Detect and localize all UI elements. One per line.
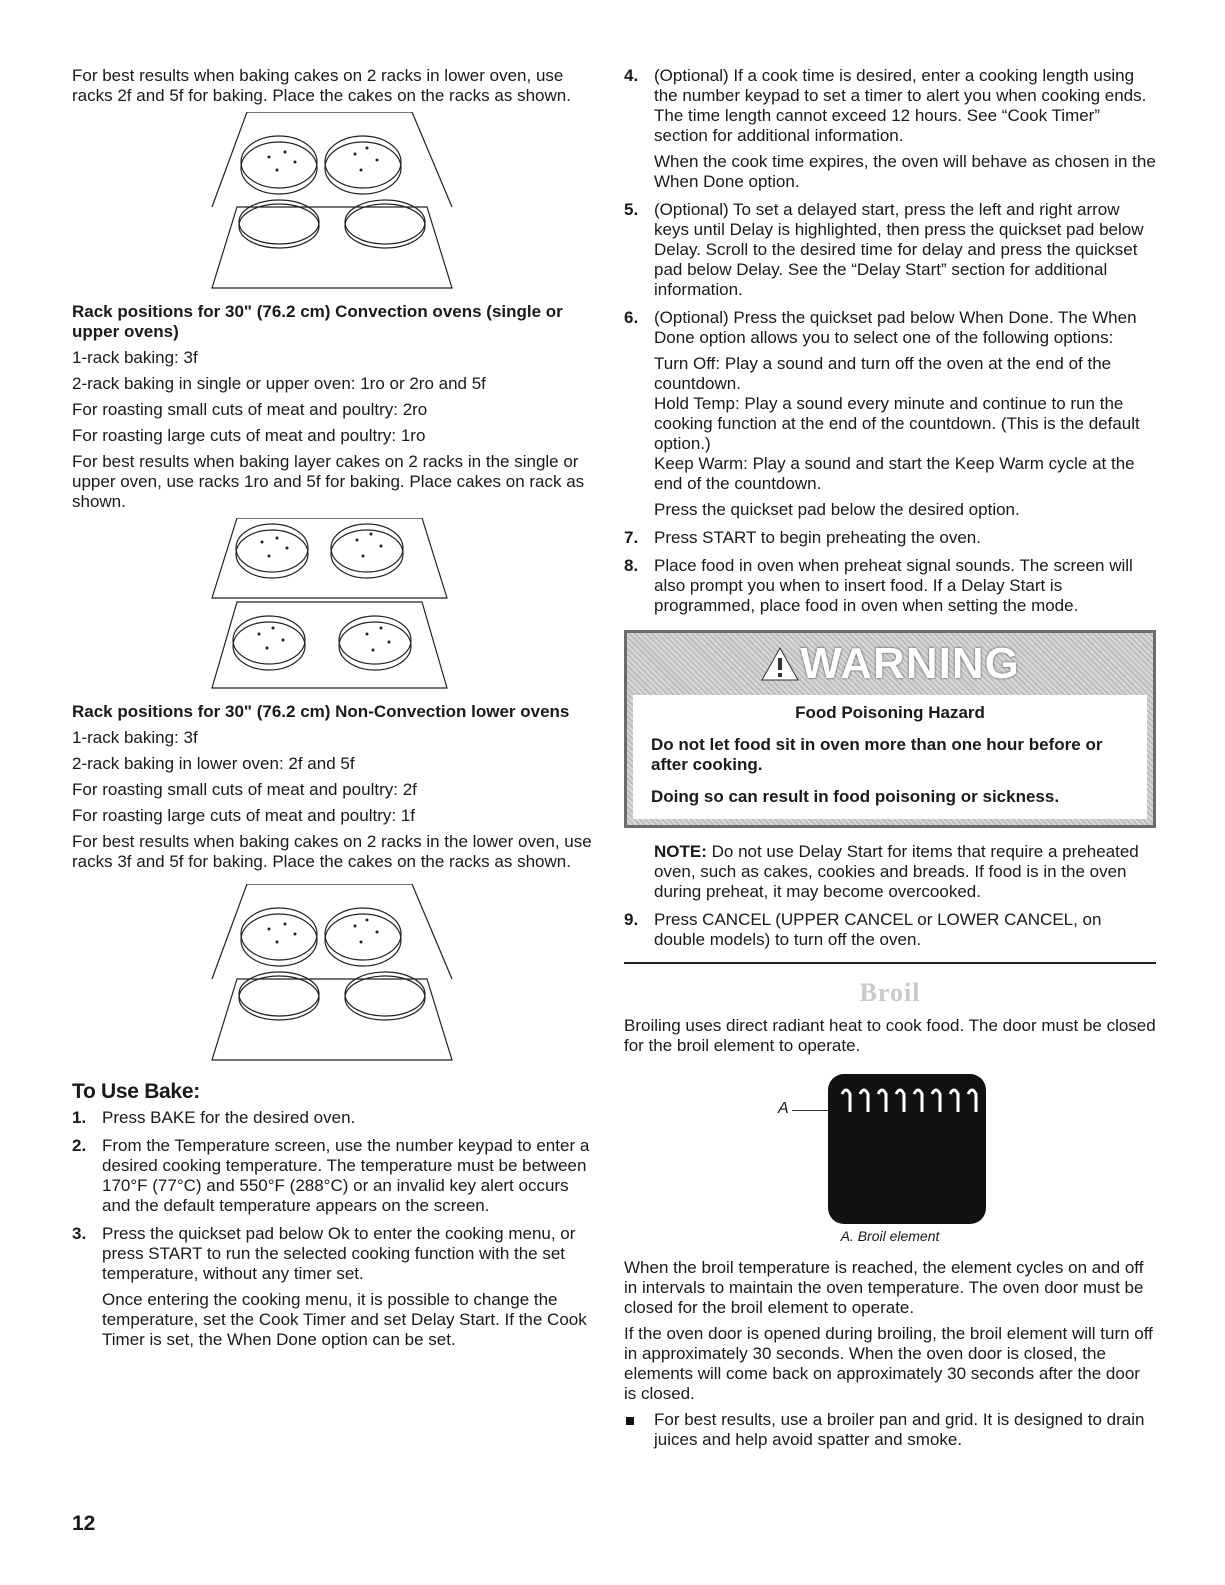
step-number: 4. (624, 66, 639, 85)
step-text: (Optional) To set a delayed start, press the left and right arrow keys until Delay is highlighted, then press the quickset pad below Delay. Scroll to the desired time for delay and press the quickset pad below Delay. See the “Delay Start” section for additional information. (654, 200, 1144, 299)
step-text: Press the quickset pad below Ok to enter the cooking menu, or press START to run the selected cooking function with the set temperature, without any timer set. (102, 1224, 576, 1283)
step-3 (72, 1224, 592, 1350)
warning-banner (627, 633, 1153, 695)
page-number: 12 (72, 1512, 96, 1535)
option-turn-off: Turn Off: Play a sound and turn off the oven at the end of the countdown. (654, 354, 1112, 393)
warning-word: WARNING (800, 639, 1020, 688)
non-convection-heading: Rack positions for 30" (76.2 cm) Non-Convection lower ovens (72, 702, 570, 721)
step-subtext: Once entering the cooking menu, it is possible to change the temperature, set the Cook Timer and set Delay Start. If the Cook Timer is set, the When Done option can be set. (102, 1290, 587, 1349)
figure-caption: A. Broil element (840, 1228, 940, 1244)
step-number: 6. (624, 308, 639, 327)
step-subtext: Press the quickset pad below the desired option. (654, 500, 1020, 519)
note (624, 842, 1156, 902)
step-8 (624, 556, 1156, 616)
step-5 (624, 200, 1156, 300)
nonconv-line-3: For roasting small cuts of meat and poultry: 2f (72, 780, 417, 799)
step-7 (624, 528, 1156, 548)
broil-heading: Broil (859, 978, 921, 1007)
broil-figure (624, 1074, 1156, 1224)
warning-triangle-icon (760, 646, 800, 682)
bake-step-9 (624, 910, 1156, 950)
broil-element-icon (828, 1074, 986, 1224)
step-number: 8. (624, 556, 639, 575)
step-1 (72, 1108, 592, 1128)
bake-steps-left (72, 1108, 592, 1350)
nonconv-line-4: For roasting large cuts of meat and poultry: 1f (72, 806, 416, 825)
conv-line-3: For roasting small cuts of meat and poultry: 2ro (72, 400, 428, 419)
nonconv-line-2: 2-rack baking in lower oven: 2f and 5f (72, 754, 355, 773)
intro-paragraph: For best results when baking cakes on 2 racks in lower oven, use racks 2f and 5f for baking. Place the cakes on the racks as shown. (72, 66, 571, 105)
broil-paragraph-1: When the broil temperature is reached, the element cycles on and off in intervals to maintain the oven temperature. The oven door must be closed for the broil element to operate. (624, 1258, 1144, 1317)
option-keep-warm: Keep Warm: Play a sound and start the Keep Warm cycle at the end of the countdown. (654, 454, 1135, 493)
broil-tip-text: For best results, use a broiler pan and grid. It is designed to drain juices and help avoid spatter and smoke. (654, 1410, 1145, 1449)
section-divider (624, 962, 1156, 964)
broil-intro: Broiling uses direct radiant heat to cook food. The door must be closed for the broil element to operate. (624, 1016, 1156, 1055)
conv-line-5: For best results when baking layer cakes on 2 racks in the single or upper oven, use racks 1ro and 5f for baking. Place cakes on rack as shown. (72, 452, 585, 511)
step-number: 5. (624, 200, 639, 219)
step-6 (624, 308, 1156, 520)
step-text: Press START to begin preheating the oven. (654, 528, 981, 547)
to-use-bake-heading: To Use Bake: (72, 1080, 200, 1103)
leader-line (792, 1110, 832, 1111)
step-9 (624, 910, 1156, 950)
note-text: Do not use Delay Start for items that require a preheated oven, such as cakes, cookies and breads. If food is in the oven during preheat, it may become overcooked. (654, 842, 1139, 901)
step-text: Press CANCEL (UPPER CANCEL or LOWER CANCEL, on double models) to turn off the oven. (654, 910, 1102, 949)
warning-body (633, 695, 1147, 819)
step-4 (624, 66, 1156, 192)
step-2 (72, 1136, 592, 1216)
step-number: 2. (72, 1136, 87, 1155)
step-number: 3. (72, 1224, 87, 1243)
broil-tip (624, 1410, 1156, 1450)
step-subtext: When the cook time expires, the oven will behave as chosen in the When Done option. (654, 152, 1156, 191)
figure-label-a: A (778, 1100, 789, 1117)
step-number: 1. (72, 1108, 87, 1127)
warning-line-2: Doing so can result in food poisoning or sickness. (651, 787, 1060, 806)
warning-line-1: Do not let food sit in oven more than one hour before or after cooking. (651, 735, 1103, 774)
rack-diagram-3 (207, 884, 457, 1066)
conv-line-1: 1-rack baking: 3f (72, 348, 198, 367)
nonconv-line-5: For best results when baking cakes on 2 racks in the lower oven, use racks 3f and 5f for baking. Place the cakes on the racks as shown. (72, 832, 592, 871)
convection-heading: Rack positions for 30" (76.2 cm) Convection ovens (single or upper ovens) (72, 302, 563, 341)
left-column (72, 66, 592, 1358)
step-text: Press BAKE for the desired oven. (102, 1108, 356, 1127)
step-text: (Optional) If a cook time is desired, enter a cooking length using the number keypad to set a timer to alert you when cooking ends. The time length cannot exceed 12 hours. See “Cook Timer” section for additional information. (654, 66, 1147, 145)
option-hold-temp: Hold Temp: Play a sound every minute and continue to run the cooking function at the end of the countdown. (This is the default option.) (654, 394, 1140, 453)
conv-line-4: For roasting large cuts of meat and poultry: 1ro (72, 426, 426, 445)
bake-steps-right (624, 66, 1156, 616)
note-label: NOTE: (654, 842, 707, 861)
step-number: 7. (624, 528, 639, 547)
nonconv-line-1: 1-rack baking: 3f (72, 728, 198, 747)
conv-line-2: 2-rack baking in single or upper oven: 1ro or 2ro and 5f (72, 374, 486, 393)
right-column (624, 66, 1156, 1450)
step-text: Place food in oven when preheat signal sounds. The screen will also prompt you when to insert food. If a Delay Start is programmed, place food in oven when setting the mode. (654, 556, 1133, 615)
step-text: (Optional) Press the quickset pad below When Done. The When Done option allows you to select one of the following options: (654, 308, 1137, 347)
broil-paragraph-2: If the oven door is opened during broiling, the broil element will turn off in approximately 30 seconds. When the oven door is closed, the elements will come back on approximately 30 seconds after the door is closed. (624, 1324, 1153, 1403)
bullet-square-icon (626, 1417, 634, 1425)
warning-title: Food Poisoning Hazard (795, 703, 985, 722)
rack-diagram-1 (207, 112, 457, 294)
rack-diagram-2 (207, 518, 457, 694)
warning-box (624, 630, 1156, 828)
step-text: From the Temperature screen, use the number keypad to enter a desired cooking temperature. The temperature must be between 170°F (77°C) and 550°F (288°C) or an invalid key alert occurs and the default temperature appears on the screen. (102, 1136, 590, 1215)
step-number: 9. (624, 910, 639, 929)
